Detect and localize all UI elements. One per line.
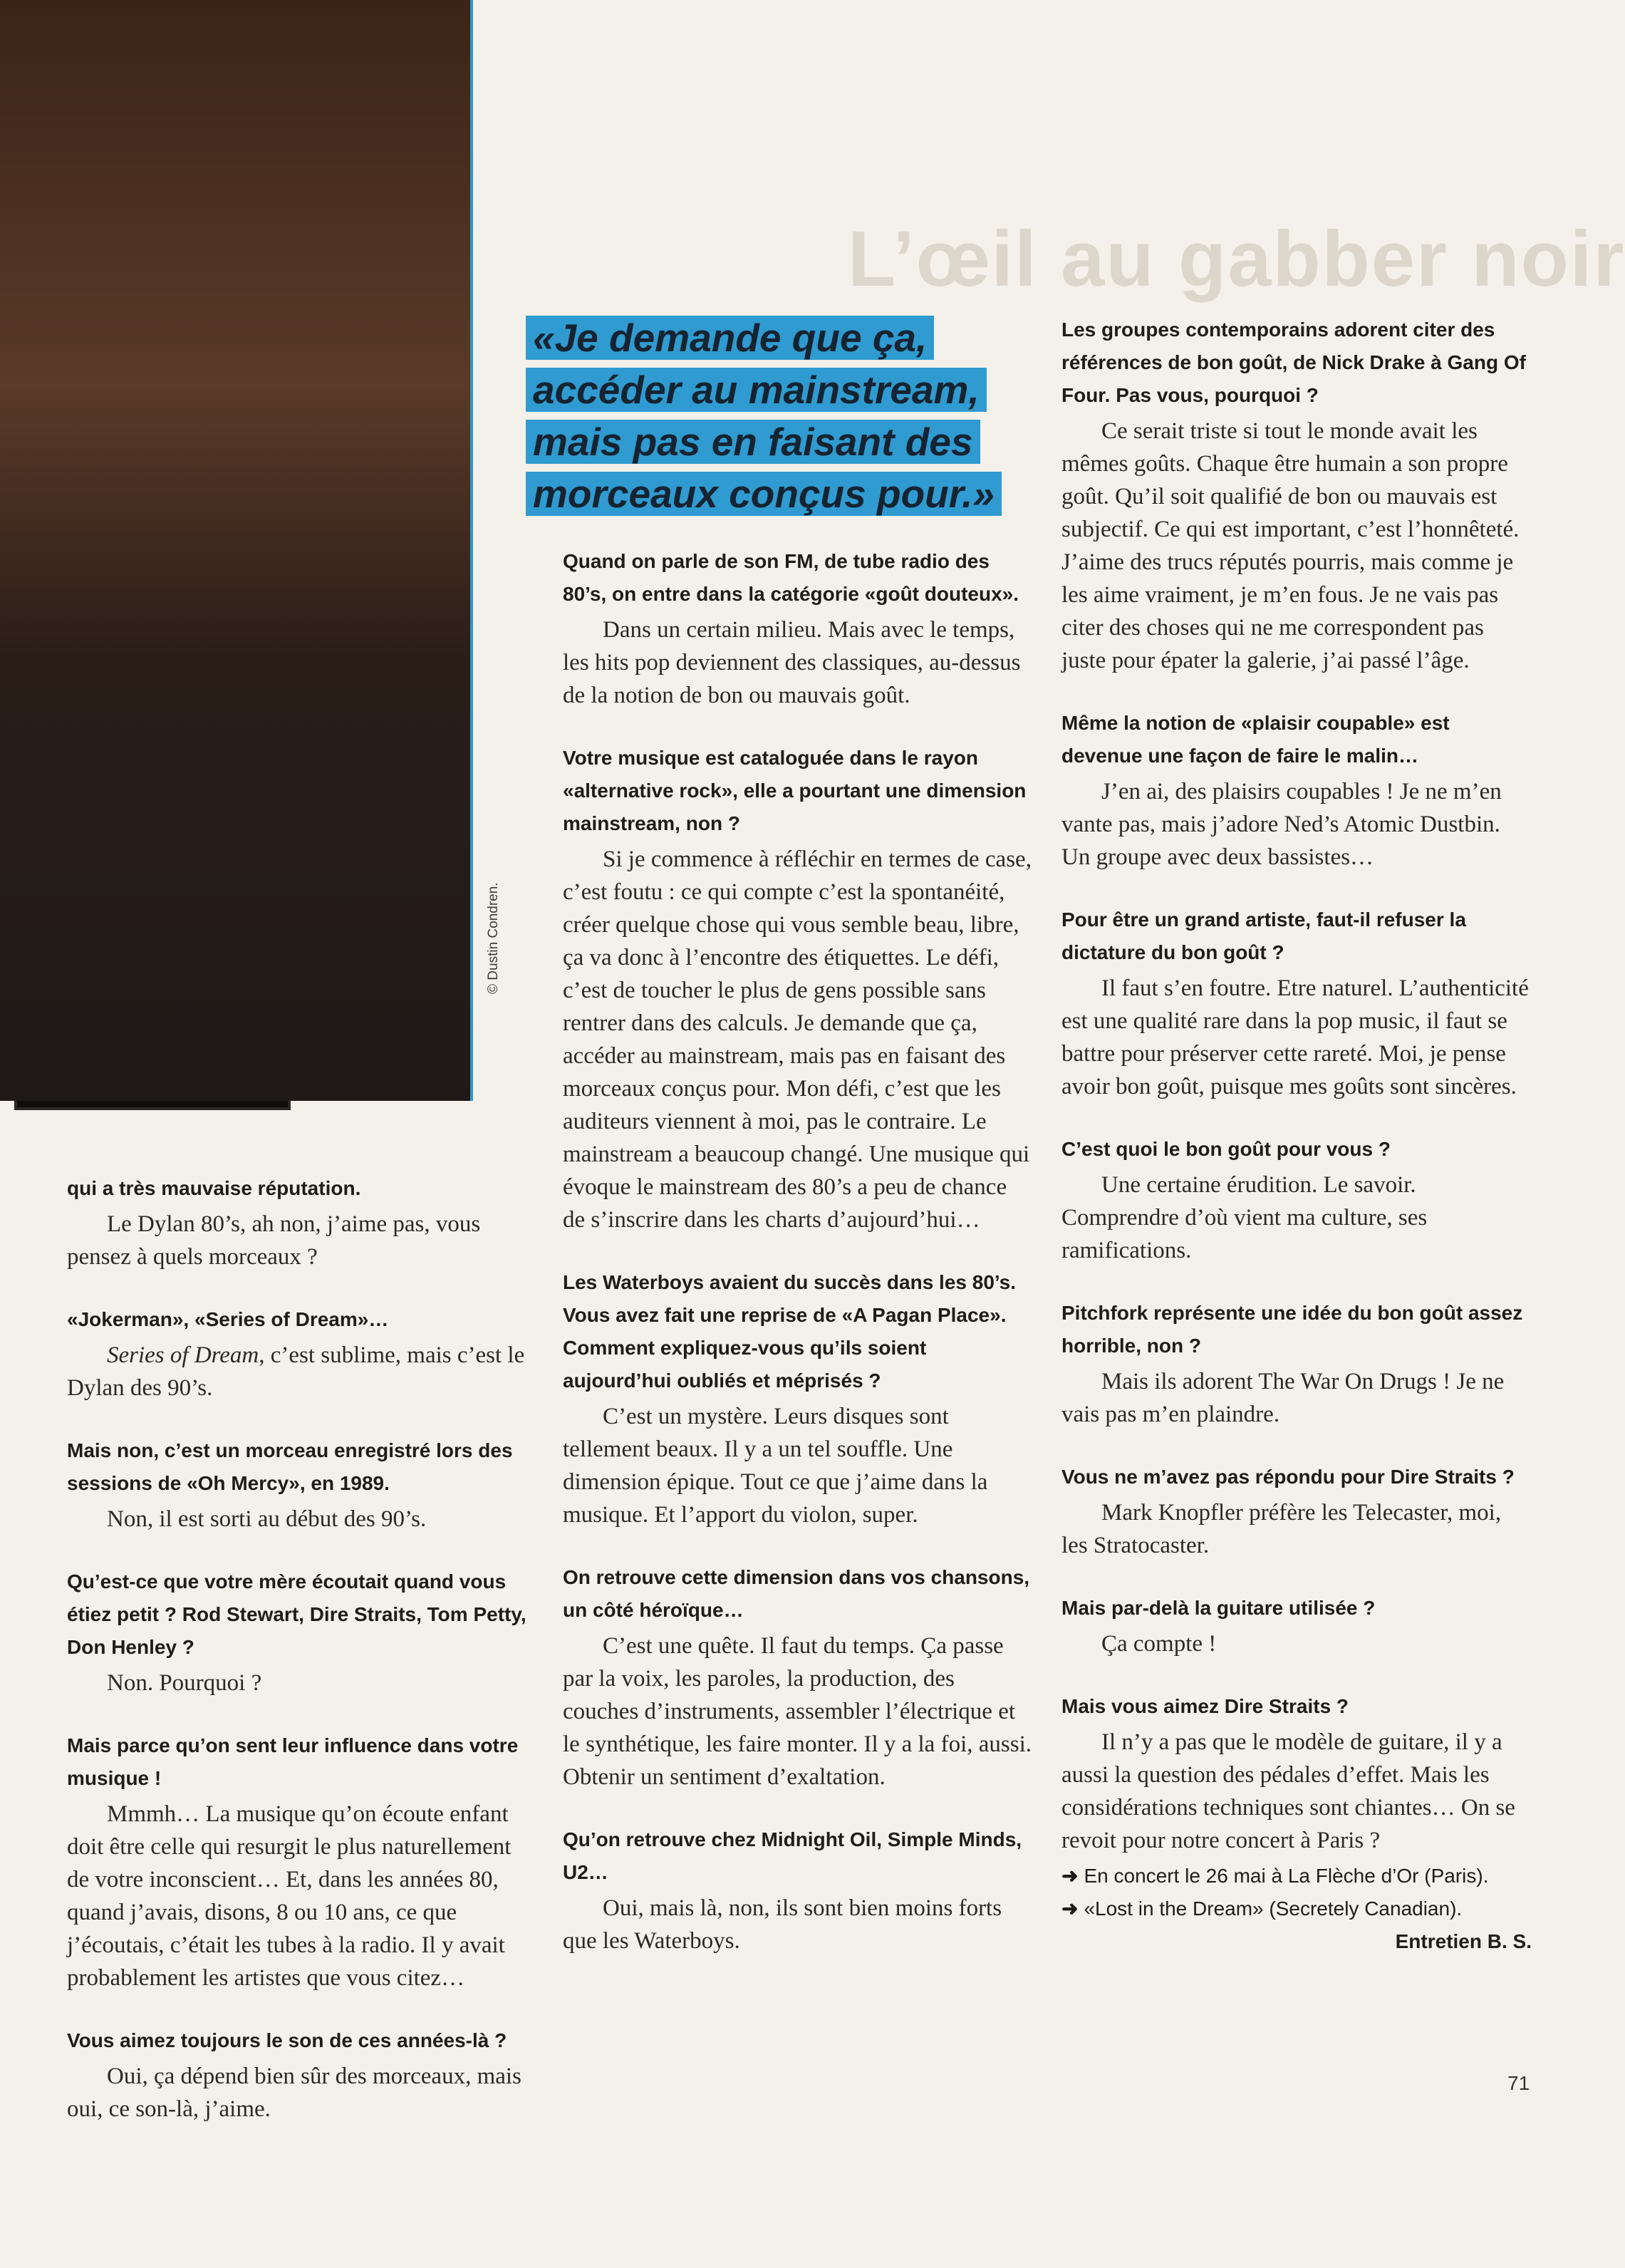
question: Vous aimez toujours le son de ces années-là ?: [67, 2029, 507, 2051]
answer-text: Non. Pourquoi ?: [107, 1670, 262, 1696]
column-1: [67, 1172, 537, 2155]
answer-text: C’est une quête. Il faut du temps. Ça passe par la voix, les paroles, la production, des couches d’instruments, assembler l’électrique et le synthétique, les faire monter. Il y a la foi, aussi. Obtenir un sentiment d’exaltation.: [563, 1633, 1032, 1790]
column-3: [1061, 314, 1532, 1958]
question: Mais non, c’est un morceau enregistré lors des sessions de «Oh Mercy», en 1989.: [67, 1439, 513, 1494]
album-line: [1061, 1892, 1532, 1925]
answer: [1061, 1169, 1532, 1267]
answer-text: Dans un certain milieu. Mais avec le temps, les hits pop deviennent des classiques, au-dessus de la notion de bon ou mauvais goût.: [563, 617, 1021, 708]
answer: [1061, 1365, 1532, 1431]
answer-text: Mais ils adorent The War On Drugs ! Je ne vais pas m’en plaindre.: [1061, 1369, 1505, 1427]
answer-italic-title: Series of Dream: [107, 1342, 259, 1368]
question: qui a très mauvaise réputation.: [67, 1177, 361, 1199]
answer-text: Une certaine érudition. Le savoir. Comprendre d’où vient ma culture, ses ramifications.: [1061, 1172, 1428, 1263]
answer: [563, 1630, 1034, 1793]
concert-line: [1061, 1860, 1532, 1892]
question: Mais vous aimez Dire Straits ?: [1061, 1695, 1349, 1717]
answer-text: Ce serait triste si tout le monde avait les mêmes goûts. Chaque être humain a son propre goût. Qu’il soit qualifié de bon ou mauvais est subjectif. Ce qui est important, c’est l’honnêteté. J’aime des trucs réputés pourris, mais comme je les aime vraiment, je m’en fous. Je ne vais pas citer des choses qui ne me correspondent pas juste pour épater la galerie, j’ai passé l’âge.: [1061, 418, 1520, 673]
answer: [67, 2060, 537, 2125]
pull-quote-text: «Je demande que ça, accéder au mainstream, mais pas en faisant des morceaux conçus pour.»: [526, 316, 1002, 516]
answer: [1061, 775, 1532, 874]
arrow-icon: ➜: [1061, 1865, 1079, 1887]
question: «Jokerman», «Series of Dream»…: [67, 1308, 389, 1330]
answer: [1061, 1496, 1532, 1562]
answer: [563, 1892, 1034, 1957]
answer: [67, 1339, 537, 1404]
question: C’est quoi le bon goût pour vous ?: [1061, 1138, 1391, 1160]
question: Les Waterboys avaient du succès dans les 80’s. Vous avez fait une reprise de «A Pagan Place». Comment expliquez-vous qu’ils soient aujourd’hui oubliés et méprisés ?: [563, 1271, 1016, 1392]
question: Pour être un grand artiste, faut-il refuser la dictature du bon goût ?: [1061, 908, 1466, 963]
answer-text: , c’est sublime, mais c’est le Dylan des 90’s.: [67, 1342, 525, 1401]
answer: [563, 843, 1034, 1236]
answer: [563, 613, 1034, 712]
answer-text: Le Dylan 80’s, ah non, j’aime pas, vous pensez à quels morceaux ?: [67, 1211, 481, 1270]
arrow-icon: ➜: [1061, 1897, 1079, 1920]
album-text: «Lost in the Dream» (Secretely Canadian).: [1084, 1897, 1463, 1920]
answer-text: Mmmh… La musique qu’on écoute enfant doit être celle qui resurgit le plus naturellement de votre inconscient… Et, dans les années 80, quand j’avais, disons, 8 ou 10 ans, ce que j’écoutais, c’était les tubes à la radio. Il y avait probablement les artistes que vous citez…: [67, 1801, 512, 1991]
concert-text: En concert le 26 mai à La Flèche d’Or (Paris).: [1084, 1865, 1489, 1887]
answer-text: Il faut s’en foutre. Etre naturel. L’authenticité est une qualité rare dans la pop music, il faut se battre pour préserver cette rareté. Moi, je pense avoir bon goût, puisque mes goûts sont sincères.: [1061, 975, 1529, 1099]
answer-text: Non, il est sorti au début des 90’s.: [107, 1506, 427, 1532]
answer-text: J’en ai, des plaisirs coupables ! Je ne m’en vante pas, mais j’adore Ned’s Atomic Dustbin. Un groupe avec deux bassistes…: [1061, 779, 1502, 870]
answer-text: Oui, mais là, non, ils sont bien moins forts que les Waterboys.: [563, 1895, 1002, 1954]
question: Votre musique est cataloguée dans le rayon «alternative rock», elle a pourtant une dimension mainstream, non ?: [563, 747, 1027, 834]
column-2: [563, 545, 1034, 1987]
answer: [67, 1208, 537, 1273]
answer-text: Si je commence à réfléchir en termes de case, c’est foutu : ce qui compte c’est la spontanéité, créer quelque chose qui vous semble beau, libre, ça va donc à l’encontre des étiquettes. Le défi, c’est de toucher le plus de gens possible sans rentrer dans des calculs. Je demande que ça, accéder au mainstream, mais pas en faisant des morceaux conçus pour. Mon défi, c’est que les auditeurs viennent à moi, pas le contraire. Le mainstream a beaucoup changé. Une musique qui évoque le mainstream des 80’s a peu de chance de s’inscrire dans les charts d’aujourd’hui…: [563, 846, 1032, 1233]
concert-info: [1061, 1860, 1532, 1925]
show-through-headline: L’œil au gabber noir: [848, 215, 1625, 303]
answer: [563, 1400, 1034, 1531]
answer-text: Mark Knopfler préfère les Telecaster, moi, les Stratocaster.: [1061, 1500, 1502, 1558]
answer: [67, 1503, 537, 1536]
question: Mais parce qu’on sent leur influence dans votre musique !: [67, 1734, 519, 1789]
answer-text: C’est un mystère. Leurs disques sont tellement beaux. Il y a un tel souffle. Une dimension épique. Tout ce que j’aime dans la musique. Et l’apport du violon, super.: [563, 1404, 988, 1528]
question: Les groupes contemporains adorent citer des références de bon goût, de Nick Drake à Gang Of Four. Pas vous, pourquoi ?: [1061, 319, 1526, 406]
answer: [1061, 1627, 1532, 1660]
answer: [1061, 415, 1532, 677]
question: Pitchfork représente une idée du bon goût assez horrible, non ?: [1061, 1302, 1523, 1357]
answer: [1061, 972, 1532, 1103]
question: On retrouve cette dimension dans vos chansons, un côté héroïque…: [563, 1566, 1030, 1621]
photo-credit-text: © Dustin Condren.: [486, 882, 501, 994]
pull-quote: [526, 312, 1067, 520]
answer-text: Ça compte !: [1101, 1631, 1217, 1657]
interview-signature: Entretien B. S.: [1395, 1930, 1532, 1952]
question: Mais par-delà la guitare utilisée ?: [1061, 1597, 1376, 1619]
page-number: 71: [1507, 2072, 1530, 2094]
question: Même la notion de «plaisir coupable» est devenue une façon de faire le malin…: [1061, 712, 1450, 767]
question: Qu’est-ce que votre mère écoutait quand vous étiez petit ? Rod Stewart, Dire Straits, Tom Petty, Don Henley ?: [67, 1570, 526, 1658]
answer: [67, 1798, 537, 1994]
answer: [67, 1667, 537, 1699]
answer: [1061, 1726, 1532, 1857]
answer-text: Oui, ça dépend bien sûr des morceaux, mais oui, ce son-là, j’aime.: [67, 2064, 521, 2122]
question: Qu’on retrouve chez Midnight Oil, Simple Minds, U2…: [563, 1828, 1022, 1883]
answer-text: Il n’y a pas que le modèle de guitare, il y a aussi la question des pédales d’effet. Mais les considérations techniques sont chiantes… On se revoit pour notre concert à Paris ?: [1061, 1729, 1515, 1853]
question: Quand on parle de son FM, de tube radio des 80’s, on entre dans la catégorie «goût douteux».: [563, 550, 1019, 605]
question: Vous ne m’avez pas répondu pour Dire Straits ?: [1061, 1466, 1515, 1488]
